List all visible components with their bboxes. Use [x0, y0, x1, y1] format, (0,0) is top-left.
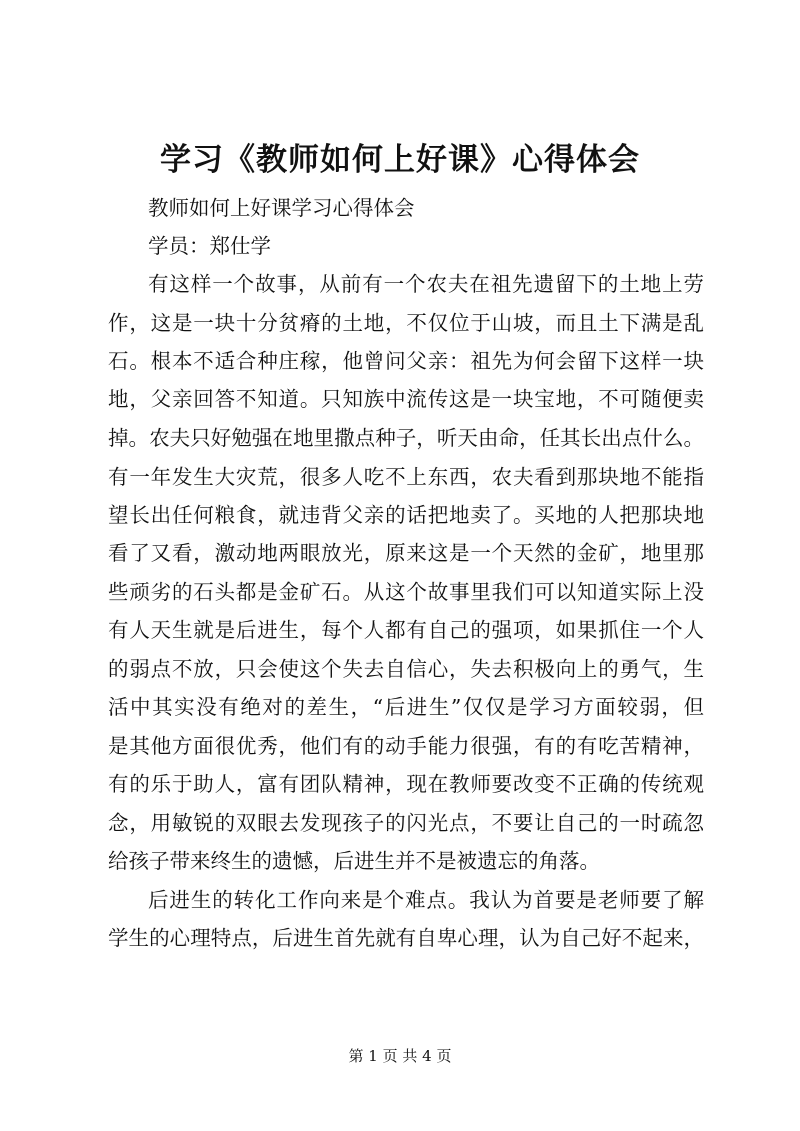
paragraph-line: 有人天生就是后进生，每个人都有自己的强项，如果抓住一个人: [108, 618, 705, 642]
paragraph-line: 活中其实没有绝对的差生，“后进生”仅仅是学习方面较弱，但: [108, 695, 706, 719]
paragraph-line: 掉。农夫只好勉强在地里撒点种子，听天由命，任其长出点什么。: [108, 426, 705, 450]
paragraph-line: 有一年发生大灾荒，很多人吃不上东西，农夫看到那块地不能指: [108, 465, 705, 489]
subtitle: 教师如何上好课学习心得体会: [148, 196, 415, 220]
paragraph-line: 看了又看，激动地两眼放光，原来这是一个天然的金矿，地里那: [108, 541, 705, 565]
document-title: 学习《教师如何上好课》心得体会: [160, 142, 640, 178]
paragraph-line: 些顽劣的石头都是金矿石。从这个故事里我们可以知道实际上没: [108, 580, 705, 604]
paragraph-line: 有这样一个故事，从前有一个农夫在祖先遗留下的土地上劳: [148, 272, 705, 296]
paragraph-line: 念，用敏锐的双眼去发现孩子的闪光点，不要让自己的一时疏忽: [108, 811, 705, 835]
paragraph-line: 是其他方面很优秀，他们有的动手能力很强，有的有吃苦精神，: [108, 734, 705, 758]
student-name: 学员：郑仕学: [148, 234, 271, 258]
paragraph-line: 学生的心理特点，后进生首先就有自卑心理，认为自己好不起来，: [108, 926, 705, 950]
page-number-footer: 第 1 页 共 4 页: [348, 1047, 452, 1065]
paragraph-line: 后进生的转化工作向来是个难点。我认为首要是老师要了解: [148, 888, 705, 912]
paragraph-line: 地，父亲回答不知道。只知族中流传这是一块宝地，不可随便卖: [108, 387, 705, 411]
paragraph-line: 作，这是一块十分贫瘠的土地，不仅位于山坡，而且土下满是乱: [108, 311, 705, 335]
paragraph-line: 石。根本不适合种庄稼，他曾问父亲：祖先为何会留下这样一块: [108, 349, 705, 373]
paragraph-line: 望长出任何粮食，就违背父亲的话把地卖了。买地的人把那块地: [108, 503, 705, 527]
paragraph-line: 有的乐于助人，富有团队精神，现在教师要改变不正确的传统观: [108, 772, 705, 796]
paragraph-line: 给孩子带来终生的遗憾，后进生并不是被遗忘的角落。: [108, 849, 600, 873]
paragraph-line: 的弱点不放，只会使这个失去自信心，失去积极向上的勇气，生: [108, 657, 705, 681]
